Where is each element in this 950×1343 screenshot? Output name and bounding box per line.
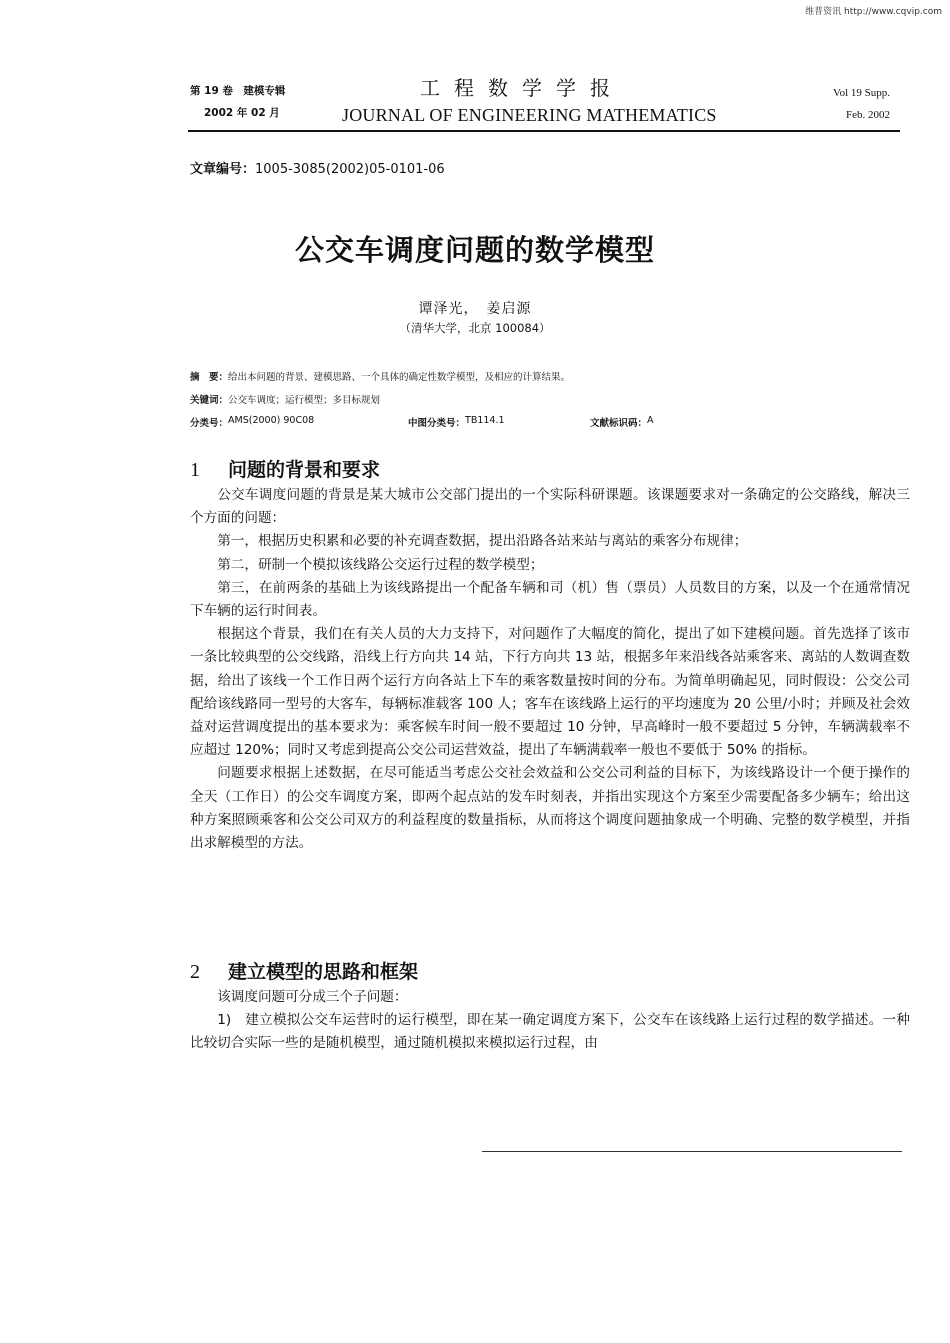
- date-en: Feb. 2002: [846, 109, 890, 121]
- document-code: 文献标识码： A: [590, 415, 654, 429]
- header-left: [190, 80, 285, 124]
- paragraph: 第二，研制一个模拟该线路公交运行过程的数学模型；: [217, 556, 544, 573]
- affiliation: （清华大学，北京 100084）: [399, 321, 551, 335]
- paper-title: 公交车调度问题的数学模型: [294, 233, 655, 267]
- section-2-heading: [190, 957, 418, 984]
- footnote-rule: [482, 1151, 902, 1152]
- paragraph: 1) 建立模拟公交车运营时的运行模型，即在某一确定调度方案下，公交车在该线路上运行过程的数学描述。一种比较切合实际一些的是随机模型，通过随机模拟来模拟运行过程，由: [190, 1012, 910, 1052]
- classification: 分类号： AMS(2000) 90C08: [190, 415, 315, 429]
- section-2-number: 2: [190, 961, 200, 983]
- clc: 中图分类号： TB114.1: [408, 415, 505, 429]
- volume-en: Vol 19 Supp.: [833, 87, 890, 99]
- header-right: [833, 82, 890, 126]
- paragraph: 问题要求根据上述数据，在尽可能适当考虑公交社会效益和公交公司利益的目标下，为该线路设计一个便于操作的全天（工作日）的公交车调度方案，即两个起点站的发车时刻表，并指出实现这个方案至少需要配备多少辆车；给出这种方案照顾乘客和公交公司双方的利益程度的数量指标，从而将这个调度问题抽象成一个明确、完整的数学模型，并指出求解模型的方法。: [190, 765, 910, 852]
- authors: 谭泽光， 姜启源: [418, 301, 532, 317]
- abstract-text: 给出本问题的背景、建模思路、一个具体的确定性数学模型，及相应的计算结果。: [228, 372, 571, 383]
- paragraph: 公交车调度问题的背景是某大城市公交部门提出的一个实际科研课题。该课题要求对一条确定的公交路线，解决三个方面的问题：: [190, 487, 910, 527]
- article-number-value: 1005-3085(2002)05-0101-06: [255, 162, 445, 177]
- abstract-label: 摘 要：: [190, 372, 229, 383]
- watermark: 维普资讯 http://www.cqvip.com: [805, 7, 942, 17]
- abstract: [190, 369, 570, 383]
- article-number: [190, 158, 445, 177]
- paragraph: 该调度问题可分成三个子问题：: [217, 989, 408, 1005]
- journal-title-en: JOURNAL OF ENGINEERING MATHEMATICS: [342, 105, 717, 125]
- journal-title-cn: 工程数学学报: [420, 76, 624, 100]
- paragraph: 根据这个背景，我们在有关人员的大力支持下，对问题作了大幅度的简化，提出了如下建模问题。首先选择了该市一条比较典型的公交线路，沿线上行方向共 14 站，下行方向共 13 站，根据多年来沿线各站乘客来、离站的人数调查数据，给出了该线一个工作日两个运行方向各站上下车的乘客数量按时间的分布。为简单明确起见，同时假设：公交公司配给该线路同一型号的大客车，每辆标准载客 100 人；客车在该线路上运行的平均速度为 20 公里/小时；并顾及社会效益对运营调度提出的基本要求为：乘客候车时间一般不要超过 10 分钟，早高峰时一般不要超过 5 分钟，车辆满载率不应超过 120%；同时又考虑到提高公交公司运营效益，提出了车辆满载率一般也不要低于 50% 的指标。: [190, 626, 910, 759]
- keywords: [190, 392, 380, 406]
- paragraph: 第三，在前两条的基础上为该线路提出一个配备车辆和司（机）售（票员）人员数目的方案，以及一个在通常情况下车辆的运行时间表。: [190, 579, 910, 620]
- section-1-heading: [190, 455, 380, 482]
- keywords-text: 公交车调度；运行模型；多目标规划: [228, 395, 381, 406]
- keywords-label: 关键词：: [190, 395, 229, 406]
- date-cn: 2002 年 02 月: [204, 107, 280, 119]
- volume-cn: 第 19 卷 建模专辑: [190, 85, 286, 97]
- section-2-title: 建立模型的思路和框架: [228, 961, 419, 983]
- section-1-body: [190, 484, 910, 855]
- section-1-title: 问题的背景和要求: [228, 459, 381, 481]
- header-rule: [188, 130, 900, 132]
- paragraph: 第一，根据历史积累和必要的补充调查数据，提出沿路各站来站与离站的乘客分布规律；: [217, 533, 748, 550]
- article-number-label: 文章编号：: [190, 162, 256, 177]
- section-2-body: [190, 986, 910, 1056]
- section-1-number: 1: [190, 459, 200, 481]
